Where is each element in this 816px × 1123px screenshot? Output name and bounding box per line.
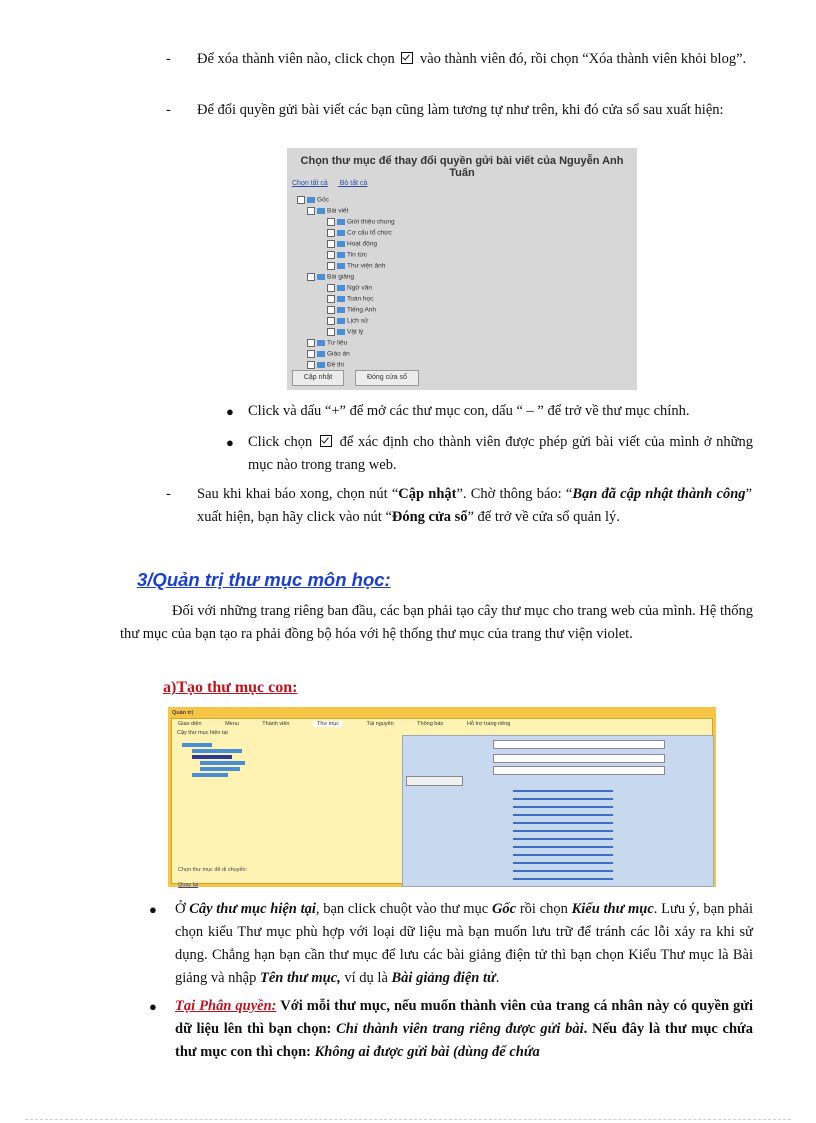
back-link[interactable]: Quay lại: [178, 882, 199, 888]
checkbox-checked-icon: [320, 435, 332, 447]
close-window-button[interactable]: Đóng cửa sổ: [355, 370, 419, 386]
permission-bullet: ● Tại Phân quyền: Với mỗi thư mục, nếu muốn thành viên của trang cá nhân này có quyền gửi dữ liệu lên thì bạn chọn: Chỉ thành viên trang riêng được gửi bài. Nếu đây là thư mục chứa thư mục con thì chọn: Không ai được gửi bài (dùng để chứa: [149, 998, 754, 1060]
checkbox-checked-icon: [401, 52, 413, 64]
update-button[interactable]: Cập nhật: [292, 370, 344, 386]
expand-collapse-bullet: ● Click và dấu “+” để mở các thư mục con, dấu “ – ” để trở về thư mục chính.: [226, 403, 690, 419]
permission-dialog-screenshot: Chọn thư mục để thay đổi quyền gửi bài viết của Nguyễn Anh Tuấn Chọn tất cả Bỏ tất cả Gốc Bài viết Giới thiệu chung Cơ cấu tổ chức Hoạt động Tin tức Thư viện ảnh Bài giảng Ngữ văn Toán học Tiếng Anh Lịch sử Vật lý Tư liệu Giáo án Đề thi Cập nhật Đóng cửa sổ: [287, 148, 637, 390]
folder-icon: [317, 208, 325, 214]
change-permission-paragraph: - Để đổi quyền gửi bài viết các bạn cũng làm tương tự như trên, khi đó cửa sổ sau xuất hiện:: [166, 102, 724, 118]
folder-icon: [317, 274, 325, 280]
folder-icon: [337, 329, 345, 335]
select-permission-bullet: ● Click chọn để xác định cho thành viên được phép gửi bài viết của mình ở những mục nào trong trang web.: [226, 434, 754, 473]
admin-tabs: Quản trị: [172, 710, 194, 716]
current-tree-title: Cây thư mục hiện tại: [177, 730, 228, 736]
select-all-link[interactable]: Chọn tất cả: [292, 180, 328, 187]
folder-icon: [337, 252, 345, 258]
folder-icon: [337, 285, 345, 291]
folder-icon: [337, 263, 345, 269]
folder-icon: [337, 318, 345, 324]
folder-icon: [317, 362, 325, 368]
deselect-all-link[interactable]: Bỏ tất cả: [339, 180, 368, 187]
dialog-title: Chọn thư mục để thay đổi quyền gửi bài viết của Nguyễn Anh Tuấn: [300, 155, 624, 179]
intro-paragraph: Đối với những trang riêng ban đầu, các bạn phải tạo cây thư mục cho trang web của mình. Hệ thống thư mục của bạn tạo ra phải đồng bộ hóa với hệ thống thư mục của trang thư viện violet.: [120, 603, 753, 642]
folder-tree-bullet: ● Ở Cây thư mục hiện tại, bạn click chuột vào thư mục Gốc rồi chọn Kiểu thư mục. Lưu ý, bạn phải chọn kiểu Thư mục phù hợp với loại dữ liệu mà bạn muốn lưu trữ để tránh các lỗi xảy ra khi sử dụng. Chẳng hạn bạn cần thư mục để lưu các bài giảng điện tử thì bạn chọn Kiểu Thư mục là Bài giảng và nhập Tên thư mục, ví dụ là Bài giảng điện tử.: [149, 901, 754, 986]
subsection-heading: a)Tạo thư mục con:: [163, 679, 298, 696]
folder-properties-panel: [402, 735, 714, 887]
admin-tab-bar: Giao diện Menu Thành viên Thư mục Tài nguyên Thông báo Hỗ trợ trang riêng: [178, 721, 511, 727]
folder-icon: [337, 296, 345, 302]
folder-icon: [337, 307, 345, 313]
delete-member-paragraph: - Để xóa thành viên nào, click chọn vào thành viên đó, rồi chọn “Xóa thành viên khỏi blog”.: [166, 51, 747, 67]
admin-folder-tree: [182, 741, 252, 783]
folder-icon: [307, 197, 315, 203]
folder-admin-screenshot: Quản trị Giao diện Menu Thành viên Thư mục Tài nguyên Thông báo Hỗ trợ trang riêng Cây thư mục hiện tại Chọn thư mục để di chuyển: Quay lại: [168, 707, 716, 887]
page-footer-line: [25, 1119, 791, 1120]
section-heading: 3/Quản trị thư mục môn học:: [137, 569, 391, 590]
update-paragraph: - Sau khi khai báo xong, chọn nút “Cập nhật”. Chờ thông báo: “Bạn đã cập nhật thành công” xuất hiện, bạn hãy click vào nút “Đóng cửa sổ” để trở về cửa sổ quản lý.: [166, 486, 752, 525]
folder-icon: [317, 340, 325, 346]
folder-icon: [317, 351, 325, 357]
folder-icon: [337, 241, 345, 247]
folder-icon: [337, 230, 345, 236]
folder-icon: [337, 219, 345, 225]
